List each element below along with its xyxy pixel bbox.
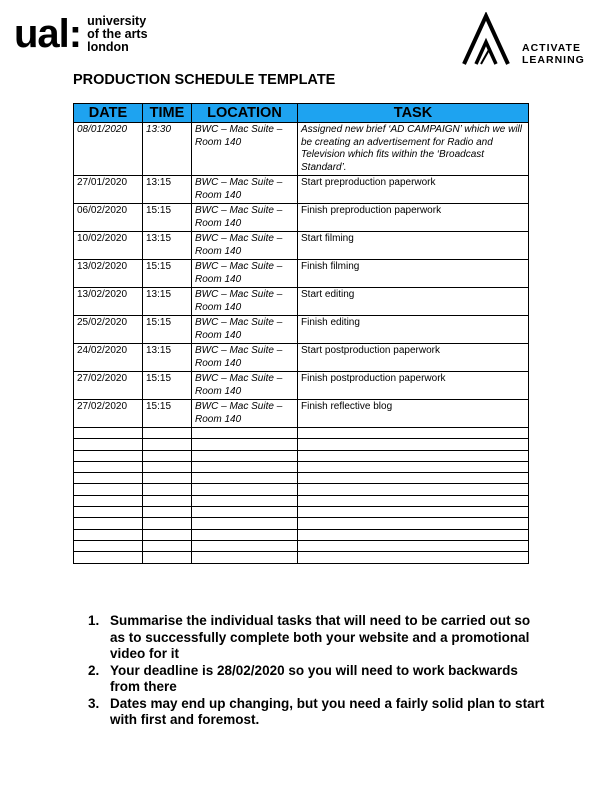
- cell-time: 15:15: [143, 400, 192, 428]
- empty-cell: [298, 540, 529, 551]
- empty-cell: [298, 484, 529, 495]
- cell-time: 15:15: [143, 316, 192, 344]
- cell-task: Start postproduction paperwork: [298, 344, 529, 372]
- cell-date: 13/02/2020: [74, 288, 143, 316]
- cell-task: Assigned new brief ‘AD CAMPAIGN’ which we will be creating an advertisement for Radio and Television which fits within the ‘Broadcast Standard’.: [298, 123, 529, 176]
- empty-cell: [74, 507, 143, 518]
- cell-date: 13/02/2020: [74, 260, 143, 288]
- empty-cell: [298, 552, 529, 563]
- empty-table-row: [74, 552, 529, 563]
- cell-location: BWC – Mac Suite – Room 140: [192, 288, 298, 316]
- activate-logo-line: LEARNING: [522, 54, 585, 66]
- table-row: [74, 400, 529, 428]
- instruction-item: [88, 663, 548, 696]
- table-row: [74, 288, 529, 316]
- cell-task: Finish filming: [298, 260, 529, 288]
- activate-logo-line: ACTIVATE: [522, 42, 581, 54]
- empty-table-row: [74, 529, 529, 540]
- header-task: TASK: [298, 104, 529, 123]
- empty-cell: [74, 461, 143, 472]
- ual-logo-line: of the arts: [87, 26, 148, 41]
- table-row: [74, 123, 529, 176]
- instruction-text: Dates may end up changing, but you need a fairly solid plan to start with first and foremost.: [110, 695, 545, 727]
- cell-location: BWC – Mac Suite – Room 140: [192, 316, 298, 344]
- table-row: [74, 372, 529, 400]
- cell-date: 27/02/2020: [74, 372, 143, 400]
- empty-cell: [143, 428, 192, 439]
- cell-date: 25/02/2020: [74, 316, 143, 344]
- table-row: [74, 232, 529, 260]
- cell-location: BWC – Mac Suite – Room 140: [192, 400, 298, 428]
- instruction-text: Summarise the individual tasks that will need to be carried out so as to successfully complete both your website and a promotional video for it: [110, 613, 531, 661]
- cell-time: 13:30: [143, 123, 192, 176]
- instruction-item: [88, 696, 548, 729]
- cell-time: 15:15: [143, 260, 192, 288]
- empty-cell: [143, 461, 192, 472]
- empty-cell: [74, 495, 143, 506]
- empty-cell: [298, 439, 529, 450]
- empty-cell: [143, 450, 192, 461]
- cell-date: 08/01/2020: [74, 123, 143, 176]
- empty-cell: [143, 518, 192, 529]
- empty-cell: [192, 540, 298, 551]
- ual-logo-line: london: [87, 39, 129, 54]
- empty-cell: [143, 540, 192, 551]
- empty-cell: [143, 473, 192, 484]
- cell-date: 10/02/2020: [74, 232, 143, 260]
- empty-cell: [143, 495, 192, 506]
- empty-cell: [143, 529, 192, 540]
- header-location: LOCATION: [192, 104, 298, 123]
- empty-cell: [74, 484, 143, 495]
- cell-task: Finish reflective blog: [298, 400, 529, 428]
- empty-cell: [192, 428, 298, 439]
- ual-logo-line: university: [87, 13, 147, 28]
- table-row: [74, 316, 529, 344]
- cell-date: 27/01/2020: [74, 176, 143, 204]
- cell-time: 13:15: [143, 232, 192, 260]
- cell-task: Start filming: [298, 232, 529, 260]
- empty-table-row: [74, 439, 529, 450]
- empty-cell: [298, 518, 529, 529]
- empty-table-row: [74, 484, 529, 495]
- empty-cell: [74, 540, 143, 551]
- table-body: [74, 123, 529, 564]
- page-title: PRODUCTION SCHEDULE TEMPLATE: [73, 72, 336, 88]
- cell-location: BWC – Mac Suite – Room 140: [192, 372, 298, 400]
- empty-cell: [192, 552, 298, 563]
- empty-cell: [143, 552, 192, 563]
- cell-location: BWC – Mac Suite – Room 140: [192, 232, 298, 260]
- table-row: [74, 176, 529, 204]
- cell-location: BWC – Mac Suite – Room 140: [192, 176, 298, 204]
- table-row: [74, 344, 529, 372]
- empty-cell: [192, 529, 298, 540]
- activate-logo-text: [522, 42, 585, 66]
- empty-table-row: [74, 428, 529, 439]
- empty-cell: [192, 518, 298, 529]
- empty-cell: [143, 484, 192, 495]
- empty-cell: [74, 529, 143, 540]
- cell-location: BWC – Mac Suite – Room 140: [192, 123, 298, 176]
- empty-cell: [298, 473, 529, 484]
- instruction-text: Your deadline is 28/02/2020 so you will need to work backwards from there: [110, 662, 518, 694]
- ual-logo-text: [87, 15, 147, 54]
- instructions-list: [88, 613, 548, 729]
- ual-logo: [14, 14, 148, 54]
- header-date: DATE: [74, 104, 143, 123]
- empty-cell: [74, 518, 143, 529]
- ual-logo-mark: ual:: [14, 12, 82, 56]
- empty-table-row: [74, 450, 529, 461]
- cell-time: 15:15: [143, 372, 192, 400]
- empty-cell: [74, 552, 143, 563]
- empty-table-row: [74, 507, 529, 518]
- empty-cell: [298, 507, 529, 518]
- empty-table-row: [74, 473, 529, 484]
- empty-cell: [298, 450, 529, 461]
- empty-cell: [192, 507, 298, 518]
- empty-cell: [74, 428, 143, 439]
- cell-time: 13:15: [143, 176, 192, 204]
- table-row: [74, 260, 529, 288]
- instruction-item: [88, 613, 548, 663]
- empty-cell: [298, 529, 529, 540]
- table-header-row: [74, 104, 529, 123]
- cell-task: Start preproduction paperwork: [298, 176, 529, 204]
- cell-task: Start editing: [298, 288, 529, 316]
- empty-cell: [143, 439, 192, 450]
- cell-time: 13:15: [143, 344, 192, 372]
- header-time: TIME: [143, 104, 192, 123]
- instruction-number: 3.: [88, 695, 100, 711]
- empty-cell: [74, 450, 143, 461]
- empty-cell: [192, 439, 298, 450]
- cell-location: BWC – Mac Suite – Room 140: [192, 260, 298, 288]
- cell-date: 06/02/2020: [74, 204, 143, 232]
- empty-cell: [298, 428, 529, 439]
- empty-table-row: [74, 495, 529, 506]
- empty-cell: [298, 495, 529, 506]
- cell-task: Finish postproduction paperwork: [298, 372, 529, 400]
- empty-cell: [192, 495, 298, 506]
- empty-cell: [74, 439, 143, 450]
- cell-date: 24/02/2020: [74, 344, 143, 372]
- activate-logo-icon: [460, 12, 522, 68]
- cell-task: Finish preproduction paperwork: [298, 204, 529, 232]
- cell-location: BWC – Mac Suite – Room 140: [192, 204, 298, 232]
- instruction-number: 2.: [88, 662, 100, 678]
- cell-location: BWC – Mac Suite – Room 140: [192, 344, 298, 372]
- cell-time: 13:15: [143, 288, 192, 316]
- empty-cell: [192, 473, 298, 484]
- production-schedule-table: [73, 103, 529, 564]
- empty-cell: [143, 507, 192, 518]
- instruction-number: 1.: [88, 613, 100, 628]
- empty-table-row: [74, 540, 529, 551]
- cell-task: Finish editing: [298, 316, 529, 344]
- empty-cell: [74, 473, 143, 484]
- empty-cell: [298, 461, 529, 472]
- table-row: [74, 204, 529, 232]
- empty-cell: [192, 484, 298, 495]
- cell-time: 15:15: [143, 204, 192, 232]
- empty-cell: [192, 461, 298, 472]
- empty-table-row: [74, 461, 529, 472]
- empty-cell: [192, 450, 298, 461]
- cell-date: 27/02/2020: [74, 400, 143, 428]
- activate-learning-logo: [460, 12, 590, 68]
- empty-table-row: [74, 518, 529, 529]
